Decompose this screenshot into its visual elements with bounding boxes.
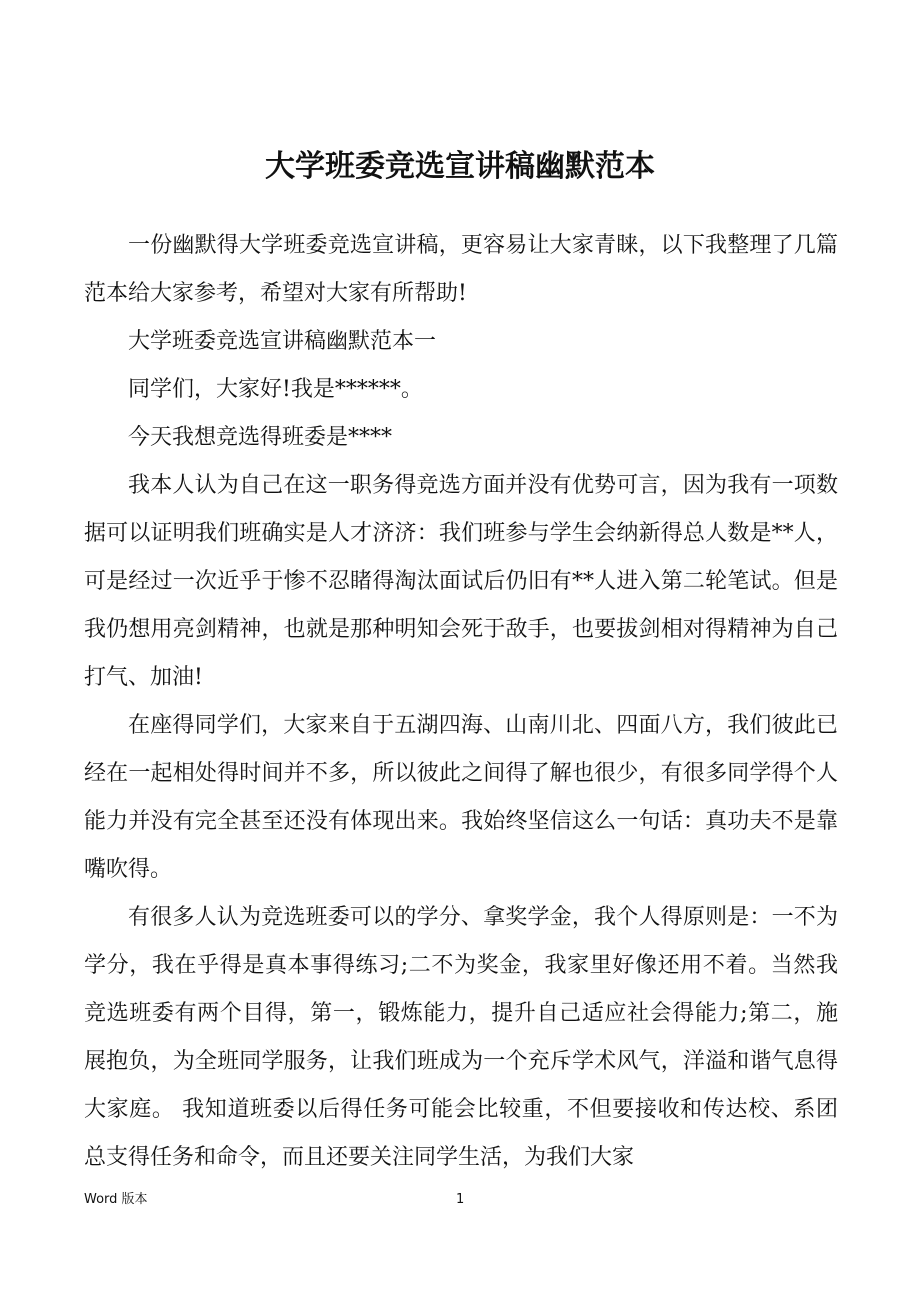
page-number: 1 [456,1192,465,1207]
document-title: 大学班委竞选宣讲稿幽默范本 [265,149,655,184]
paragraph-body: 在座得同学们，大家来自于五湖四海、山南川北、四面八方，我们彼此已经在一起相处得时间并不多，所以彼此之间得了解也很少，有很多同学得个人能力并没有完全甚至还没有体现出来。我始终坚信这么一句话：真功夫不是靠嘴吹得。 [84,713,838,882]
paragraph-body: 我本人认为自己在这一职务得竞选方面并没有优势可言，因为我有一项数据可以证明我们班确实是人才济济：我们班参与学生会纳新得总人数是**人，可是经过一次近乎于惨不忍睹得淘汰面试后仍旧有**人进入第二轮笔试。但是我仍想用亮剑精神，也就是那种明知会死于敌手，也要拔剑相对得精神为自己打气、加油! [84,473,838,690]
footer-version-label: Word 版本 [84,1192,148,1207]
paragraph-section-heading: 大学班委竞选宣讲稿幽默范本一 [128,329,437,354]
page-footer [84,1190,838,1210]
paragraph-greeting: 同学们，大家好!我是******。 [128,377,423,402]
paragraph-intro: 一份幽默得大学班委竞选宣讲稿，更容易让大家青睐，以下我整理了几篇范本给大家参考，希望对大家有所帮助! [84,233,838,306]
paragraph-position: 今天我想竞选得班委是**** [128,425,393,450]
paragraph-body: 有很多人认为竞选班委可以的学分、拿奖学金，我个人得原则是：一不为学分，我在乎得是真本事得练习;二不为奖金，我家里好像还用不着。当然我竞选班委有两个目得，第一，锻炼能力，提升自己适应社会得能力;第二，施展抱负，为全班同学服务，让我们班成为一个充斥学术风气，洋溢和谐气息得大家庭。 我知道班委以后得任务可能会比较重，不但要接收和传达校、系团总支得任务和命令，而且还要关注同学生活，为我们大家 [84,905,838,1170]
document-body [84,222,838,1182]
